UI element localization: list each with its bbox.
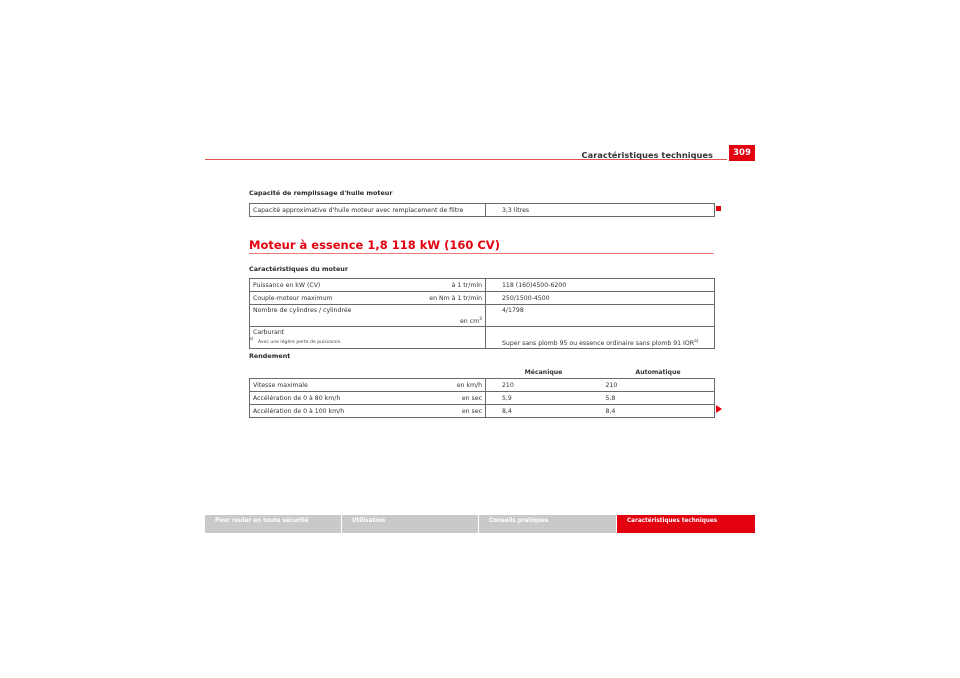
engine-row-unit [412, 327, 486, 349]
page-number: 309 [729, 145, 755, 161]
table-row [250, 379, 715, 392]
perf-row-unit: en sec [412, 405, 486, 418]
perf-row-label: Accélération de 0 à 100 km/h [250, 405, 412, 418]
perf-row-manual: 5,9 [486, 392, 602, 405]
engine-row-unit: à 1 tr/min [412, 279, 486, 292]
footnote-marker: a) [249, 337, 254, 342]
engine-row-value [486, 327, 715, 349]
engine-row-value: 118 (160)4500-6200 [486, 279, 715, 292]
fuel-text: Super sans plomb 95 ou essence ordinaire sans plomb 91 IOR [502, 340, 695, 347]
table-row [250, 405, 715, 418]
unit-text: en cm [460, 318, 480, 325]
tab-technical-specs[interactable]: Caractéristiques techniques [617, 515, 755, 533]
oil-row-value: 3,3 litres [486, 204, 715, 217]
unit-superscript: 3 [479, 317, 482, 322]
column-header-auto: Automatique [635, 368, 681, 376]
engine-row-value: 4/1798 [486, 305, 715, 327]
table-header-row [250, 366, 715, 379]
oil-table [249, 203, 715, 217]
oil-heading: Capacité de remplissage d'huile moteur [249, 189, 393, 197]
header-blank [250, 366, 412, 379]
engine-title: Moteur à essence 1,8 118 kW (160 CV) [249, 238, 500, 252]
perf-row-unit: en sec [412, 392, 486, 405]
tab-safety[interactable]: Pour rouler en toute sécurité [205, 515, 341, 533]
perf-row-label: Vitesse maximale [250, 379, 412, 392]
tab-operation[interactable]: Utilisation [342, 515, 478, 533]
engine-row-unit: en Nm à 1 tr/min [412, 292, 486, 305]
tab-practical-tips[interactable]: Conseils pratiques [479, 515, 616, 533]
table-row [250, 292, 715, 305]
performance-heading: Rendement [249, 352, 291, 360]
continue-arrow-icon [716, 405, 722, 413]
table-row [250, 305, 715, 327]
column-header-manual: Mécanique [524, 368, 563, 376]
footnote-ref: a) [694, 339, 699, 344]
section-title: Caractéristiques techniques [581, 150, 713, 160]
table-row [250, 204, 715, 217]
end-of-section-icon [716, 206, 721, 211]
engine-subheading: Caractéristiques du moteur [249, 265, 349, 273]
perf-row-manual: 8,4 [486, 405, 602, 418]
engine-row-label: Puissance en kW (CV) [250, 279, 412, 292]
perf-row-auto: 210 [602, 379, 715, 392]
engine-row-label: Carburant [250, 327, 412, 349]
perf-row-auto: 8,4 [602, 405, 715, 418]
header-blank [412, 366, 486, 379]
table-row [250, 279, 715, 292]
engine-row-label: Nombre de cylindres / cylindrée [250, 305, 412, 327]
perf-row-unit: en km/h [412, 379, 486, 392]
engine-row-value: 250/1500-4500 [486, 292, 715, 305]
footnote-text: Avec une légère perte de puissance. [257, 340, 342, 345]
performance-table [249, 366, 715, 418]
engine-row-unit [412, 305, 486, 327]
engine-row-label: Couple-moteur maximum [250, 292, 412, 305]
perf-row-manual: 210 [486, 379, 602, 392]
oil-row-label: Capacité approximative d'huile moteur avec remplacement de filtre [250, 204, 486, 217]
footnote [249, 337, 342, 345]
perf-row-label: Accélération de 0 à 80 km/h [250, 392, 412, 405]
perf-row-auto: 5,8 [602, 392, 715, 405]
table-row [250, 392, 715, 405]
engine-title-rule [249, 253, 714, 254]
